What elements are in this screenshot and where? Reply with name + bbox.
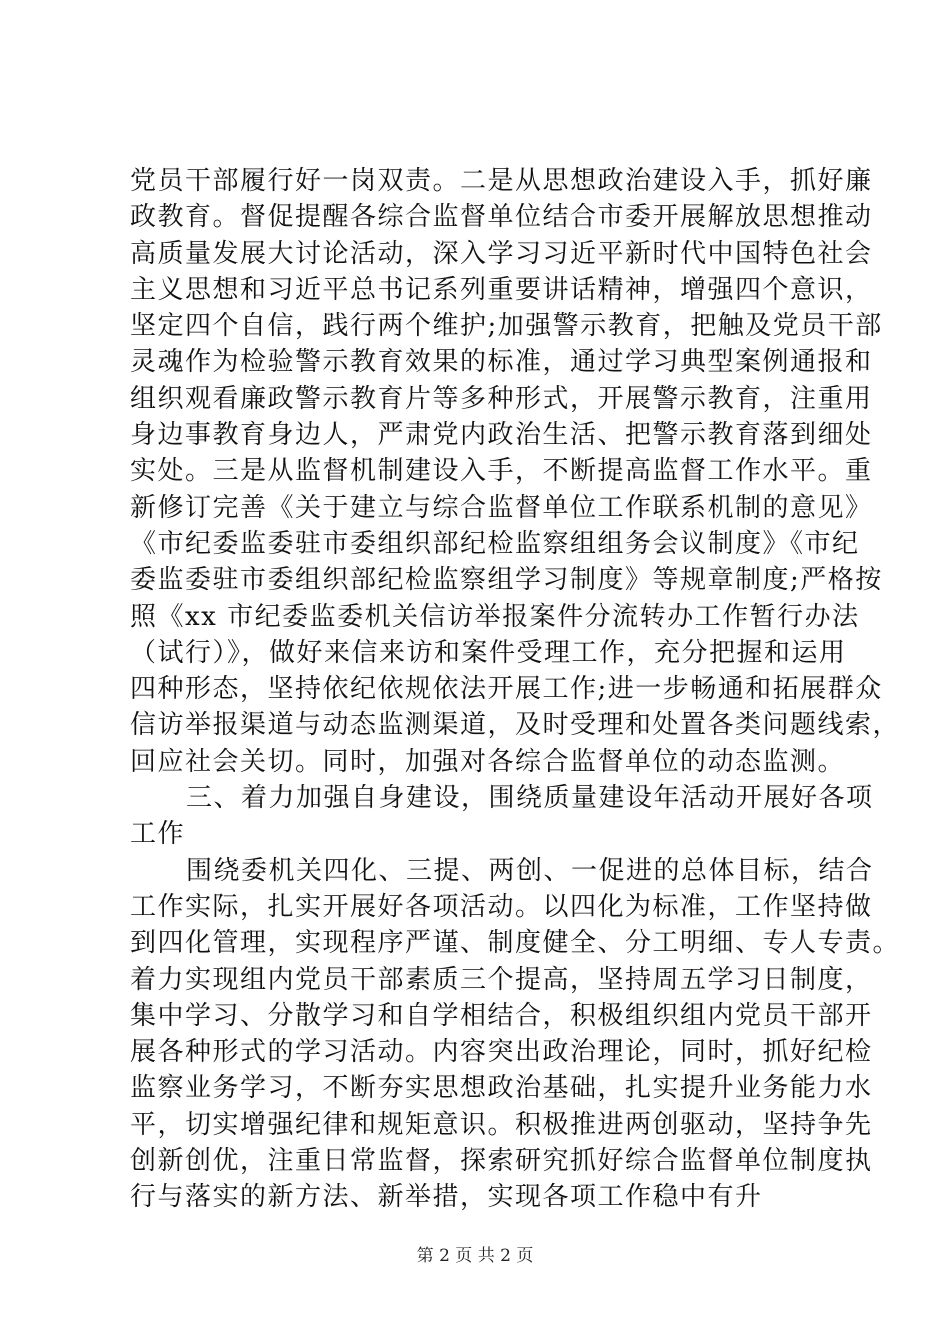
text-line: 政教育。督促提醒各综合监督单位结合市委开展解放思想推动: [130, 202, 873, 233]
text-line: 党员干部履行好一岗双责。二是从思想政治建设入手，抓好廉: [130, 166, 873, 196]
page-number-footer: 第 2 页 共 2 页: [416, 1246, 534, 1266]
text-line: 围绕委机关四化、三提、两创、一促进的总体目标，结合: [186, 855, 874, 886]
text-line: 实处。三是从监督机制建设入手，不断提高监督工作水平。重: [130, 456, 873, 487]
text-line: 回应社会关切。同时，加强对各综合监督单位的动态监测。: [130, 746, 846, 777]
text-line: 身边事教育身边人，严肃党内政治生活、把警示教育落到细处: [130, 420, 873, 451]
text-line: 四种形态，坚持依纪依规依法开展工作;进一步畅通和拓展群众: [130, 674, 883, 705]
text-line: 到四化管理，实现程序严谨、制度健全、分工明细、专人专责。: [130, 928, 901, 959]
text-line: 行与落实的新方法、新举措，实现各项工作稳中有升: [130, 1182, 763, 1213]
document-body: [130, 163, 901, 1216]
text-line: 工作实际，扎实开展好各项活动。以四化为标准，工作坚持做: [130, 891, 873, 922]
text-line: 信访举报渠道与动态监测渠道，及时受理和处置各类问题线索，: [130, 710, 901, 741]
text-line: 委监委驻市委组织部纪检监察组学习制度》等规章制度;严格按: [130, 565, 883, 596]
text-line: 高质量发展大讨论活动，深入学习习近平新时代中国特色社会: [130, 238, 873, 269]
text-line: 《市纪委监委驻市委组织部纪检监察组组务会议制度》《市纪: [130, 528, 860, 559]
text-line: 着力实现组内党员干部素质三个提高，坚持周五学习日制度，: [130, 964, 873, 995]
text-line: 新修订完善《关于建立与综合监督单位工作联系机制的意见》: [130, 492, 873, 523]
text-line: 创新创优，注重日常监督，探索研究抓好综合监督单位制度执: [130, 1146, 873, 1177]
text-line: 监察业务学习，不断夯实思想政治基础，扎实提升业务能力水: [130, 1073, 873, 1104]
text-line: 组织观看廉政警示教育片等多种形式，开展警示教育，注重用: [130, 383, 873, 414]
text-line: 坚定四个自信，践行两个维护;加强警示教育，把触及党员干部: [130, 311, 883, 342]
section-heading: 三、着力加强自身建设，围绕质量建设年活动开展好各项: [186, 783, 874, 814]
text-line: 主义思想和习近平总书记系列重要讲话精神，增强四个意识，: [130, 274, 873, 305]
section-heading-continued: 工作: [130, 819, 186, 850]
text-line: 照《xx 市纪委监委机关信访举报案件分流转办工作暂行办法: [130, 601, 860, 632]
text-line: 展各种形式的学习活动。内容突出政治理论，同时，抓好纪检: [130, 1037, 873, 1068]
text-line: 灵魂作为检验警示教育效果的标准，通过学习典型案例通报和: [130, 347, 873, 378]
text-line: 平，切实增强纪律和规矩意识。积极推进两创驱动，坚持争先: [130, 1109, 873, 1140]
text-line: （试行）》，做好来信来访和案件受理工作，充分把握和运用: [130, 637, 847, 668]
text-line: 集中学习、分散学习和自学相结合，积极组织组内党员干部开: [130, 1000, 873, 1031]
